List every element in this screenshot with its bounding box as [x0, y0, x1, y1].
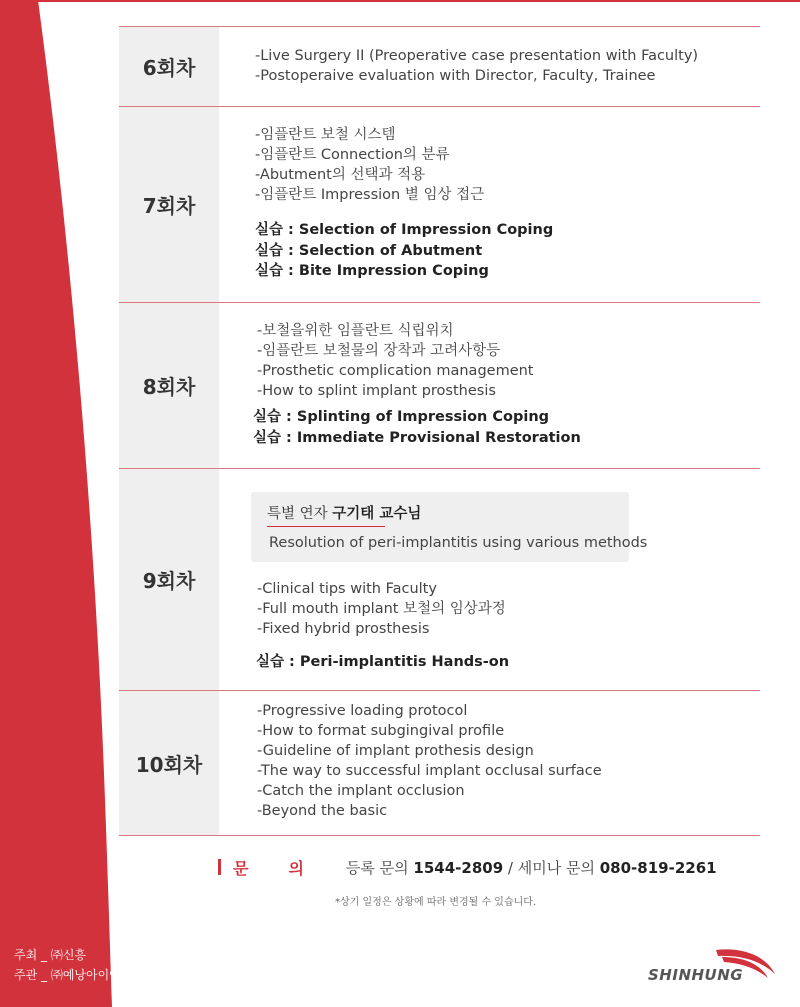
lecturer-name: 구기태 교수님 — [332, 506, 422, 522]
session-row-10 — [119, 691, 760, 836]
special-lecturer-box — [251, 492, 648, 562]
session-line: -임플란트 보철물의 장착과 고려사항등 — [257, 343, 501, 359]
session-content — [219, 107, 760, 302]
schedule-note: *상기 일정은 상황에 따라 변경될 수 있습니다. — [335, 897, 537, 908]
session-line: -Catch the implant occlusion — [257, 783, 465, 799]
shinhung-logo — [648, 948, 778, 988]
session-row-6 — [119, 27, 760, 107]
session-label: 10회차 — [119, 691, 219, 835]
top-border — [0, 0, 800, 2]
contact-info — [218, 856, 717, 878]
session-content — [219, 27, 760, 106]
registration-phone: 1544-2809 — [413, 858, 504, 877]
practice-line: 실습 : Selection of Abutment — [255, 242, 483, 259]
session-row-7 — [119, 107, 760, 303]
session-content — [219, 303, 760, 468]
session-line: -Beyond the basic — [257, 803, 388, 819]
schedule-table — [119, 26, 760, 836]
practice-line: 실습 : Immediate Provisional Restoration — [253, 429, 581, 446]
session-label: 8회차 — [119, 303, 219, 468]
session-row-8 — [119, 303, 760, 469]
host-organizer: 주최 _ ㈜신흥 — [14, 948, 86, 962]
session-label: 6회차 — [119, 27, 219, 106]
session-line: -Prosthetic complication management — [257, 363, 534, 379]
session-line: -Clinical tips with Faculty — [257, 581, 437, 597]
session-line: -Guideline of implant prothesis design — [257, 743, 534, 759]
session-line: -임플란트 Connection의 분류 — [255, 147, 450, 163]
session-line: -How to splint implant prosthesis — [257, 383, 496, 399]
session-line: -How to format subgingival profile — [257, 723, 505, 739]
session-line: -Progressive loading protocol — [257, 703, 468, 719]
contact-marker — [218, 859, 221, 875]
session-row-9 — [119, 469, 760, 691]
practice-line: 실습 : Bite Impression Coping — [255, 263, 489, 279]
managing-organizer: 주관 _ ㈜예낭아이앤씨 — [14, 968, 133, 982]
session-line: -보철을위한 임플란트 식립위치 — [257, 323, 454, 339]
side-band — [0, 0, 120, 1007]
special-lecture-topic: Resolution of peri-implantitis using various methods — [269, 535, 648, 551]
session-line: -임플란트 보철 시스템 — [255, 127, 396, 143]
session-line: -Postoperaive evaluation with Director, Faculty, Trainee — [255, 68, 656, 84]
session-line: -The way to successful implant occlusal surface — [257, 763, 602, 779]
session-content — [219, 691, 760, 835]
session-line: -Full mouth implant 보철의 임상과정 — [257, 601, 506, 617]
session-line: -Abutment의 선택과 적용 — [255, 167, 426, 183]
practice-line: 실습 : Splinting of Impression Coping — [253, 409, 550, 425]
contact-label: 문의 — [233, 858, 344, 878]
practice-line: 실습 : Selection of Impression Coping — [255, 222, 554, 238]
title-underline — [267, 526, 385, 527]
session-label: 7회차 — [119, 107, 219, 302]
contact-text: 등록 문의 1544-2809 / 세미나 문의 080-819-2261 — [345, 858, 717, 877]
special-lecturer-title: 특별 연자 구기태 교수님 — [267, 506, 422, 522]
session-line: -Fixed hybrid prosthesis — [257, 621, 430, 637]
logo-wordmark: SHINHUNG — [648, 966, 744, 984]
seminar-phone: 080-819-2261 — [599, 858, 717, 877]
session-label: 9회차 — [119, 469, 219, 690]
session-line: -Live Surgery II (Preoperative case presentation with Faculty) — [255, 48, 699, 64]
practice-line: 실습 : Peri-implantitis Hands-on — [256, 654, 510, 670]
session-line: -임플란트 Impression 별 임상 접근 — [255, 187, 485, 203]
